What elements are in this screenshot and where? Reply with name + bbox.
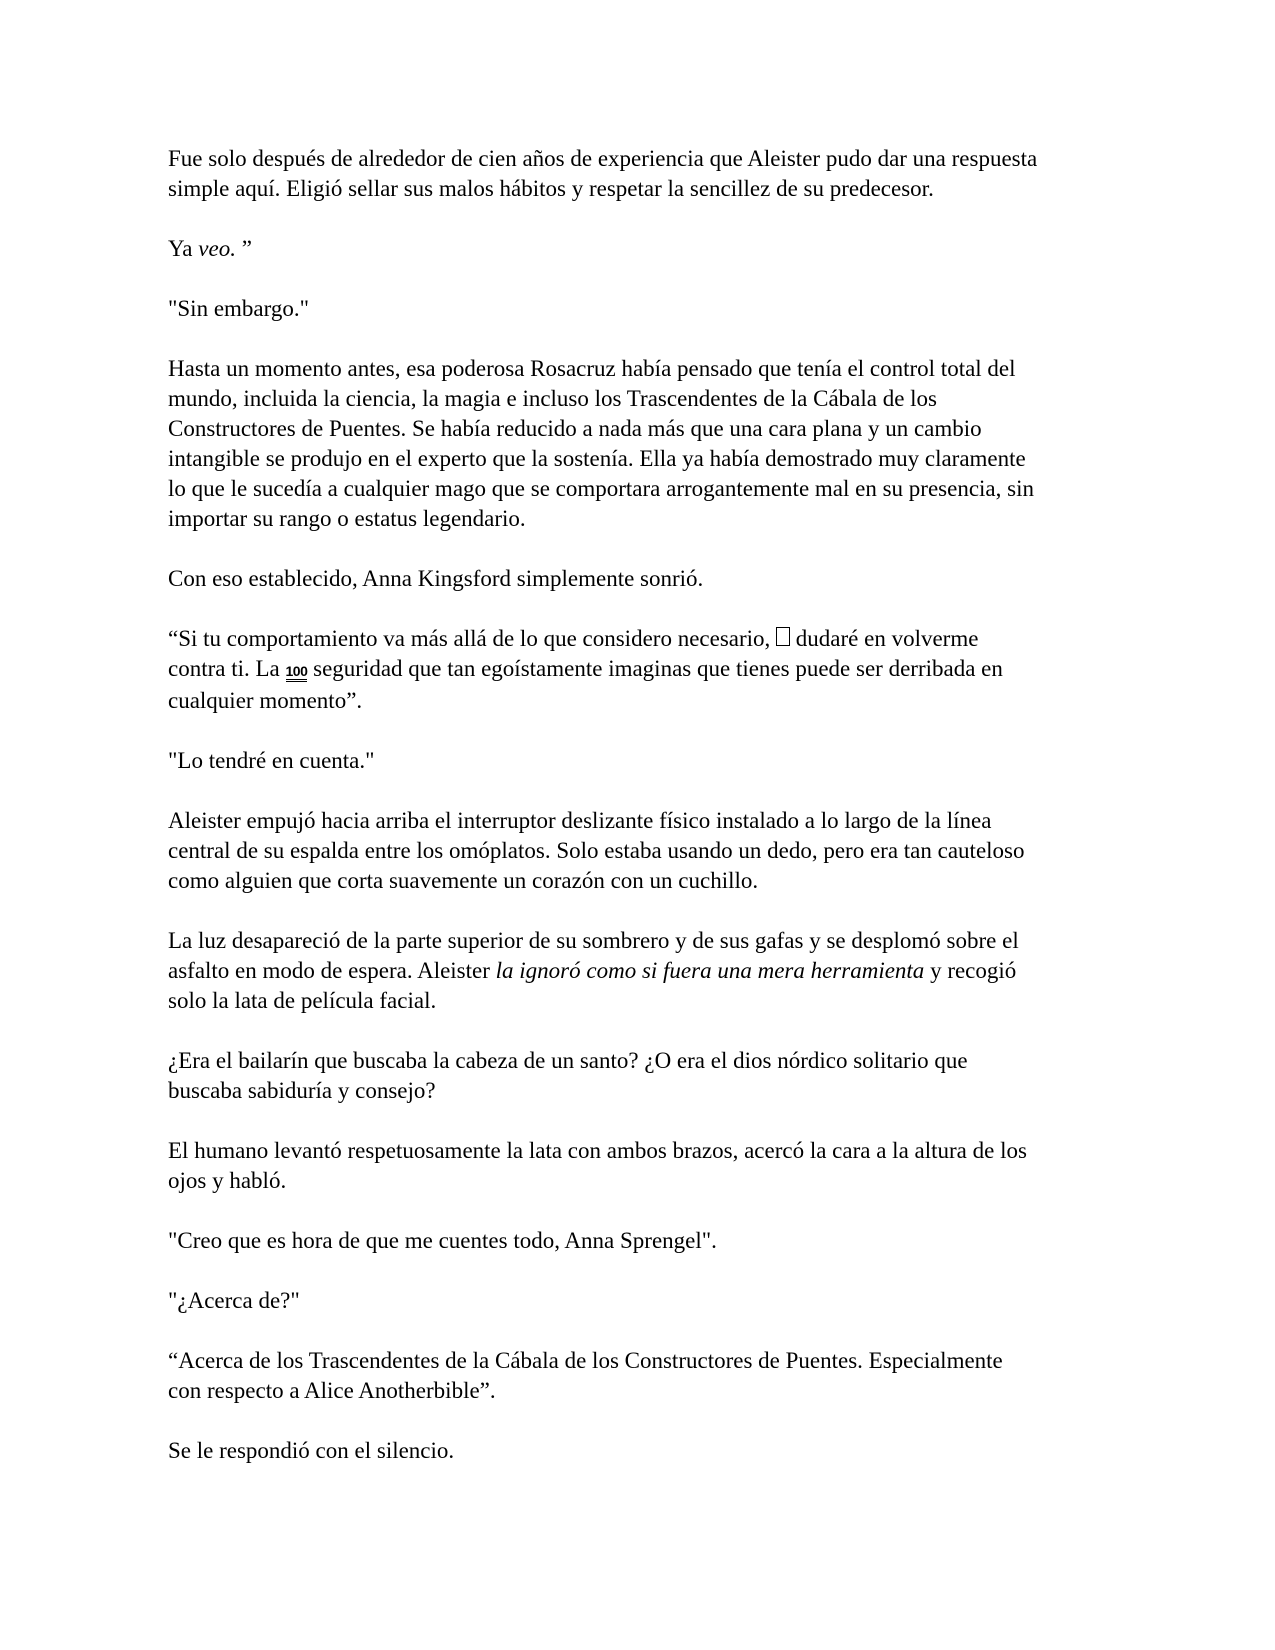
footnote-ref-link[interactable]: 100 — [286, 663, 308, 682]
paragraph — [168, 926, 1040, 1016]
text-run: “Acerca de los Trascendentes de la Cábala de los Constructores de Puentes. Especialmente con respecto a Alice Anotherbible”. — [168, 1348, 1003, 1403]
text-run: "¿Acerca de?" — [168, 1288, 300, 1313]
text-run: ¿Era el bailarín que buscaba la cabeza de un santo? ¿O era el dios nórdico solitario que buscaba sabiduría y consejo? — [168, 1048, 968, 1103]
paragraph — [168, 564, 1040, 594]
paragraph — [168, 1046, 1040, 1106]
text-run: La luz desapareció de la parte superior de su sombrero y de sus gafas y se desplomó sobre el asfalto en modo de espera. Aleister — [168, 928, 1019, 983]
missing-glyph-box — [776, 627, 790, 646]
paragraph — [168, 354, 1040, 534]
text-run: "Sin embargo." — [168, 296, 310, 321]
text-run: El humano levantó respetuosamente la lata con ambos brazos, acercó la cara a la altura de los ojos y habló. — [168, 1138, 1027, 1193]
text-run: seguridad que tan egoístamente imaginas que tienes puede ser derribada en cualquier momento”. — [168, 656, 1003, 713]
text-block — [168, 144, 1040, 1496]
paragraph — [168, 1346, 1040, 1406]
paragraph — [168, 624, 1040, 716]
paragraph — [168, 1436, 1040, 1466]
italic-run: la ignoró como si fuera una mera herramienta — [495, 958, 925, 983]
paragraph — [168, 1226, 1040, 1256]
paragraph — [168, 144, 1040, 204]
italic-run: veo. — [198, 236, 236, 261]
text-run: Con eso establecido, Anna Kingsford simplemente sonrió. — [168, 566, 704, 591]
text-run: Hasta un momento antes, esa poderosa Rosacruz había pensado que tenía el control total del mundo, incluida la ciencia, la magia e incluso los Trascendentes de la Cábala de los Constructores de Puentes. Se había reducido a nada más que una cara plana y un cambio intangible se produjo en el experto que la sostenía. Ella ya había demostrado muy claramente lo que le sucedía a cualquier mago que se comportara arrogantemente mal en su presencia, sin importar su rango o estatus legendario. — [168, 356, 1034, 531]
paragraph — [168, 1136, 1040, 1196]
text-run: Ya — [168, 236, 199, 261]
paragraph — [168, 234, 1040, 264]
text-run: dudaré en volverme contra ti. La — [168, 626, 979, 681]
text-run: Se le respondió con el silencio. — [168, 1438, 455, 1463]
text-run: ” — [235, 236, 252, 261]
paragraph — [168, 806, 1040, 896]
text-run: “Si tu comportamiento va más allá de lo que considero necesario, — [168, 626, 777, 651]
text-run: Fue solo después de alrededor de cien años de experiencia que Aleister pudo dar una respuesta simple aquí. Eligió sellar sus malos hábitos y respetar la sencillez de su predecesor. — [168, 146, 1038, 201]
paragraph — [168, 746, 1040, 776]
text-run: Aleister empujó hacia arriba el interruptor deslizante físico instalado a lo largo de la línea central de su espalda entre los omóplatos. Solo estaba usando un dedo, pero era tan cauteloso como alguien que corta suavemente un corazón con un cuchillo. — [168, 808, 1025, 893]
paragraph — [168, 294, 1040, 324]
text-run: "Creo que es hora de que me cuentes todo, Anna Sprengel". — [168, 1228, 717, 1253]
text-run: y recogió solo la lata de película facial. — [168, 958, 1017, 1013]
paragraph — [168, 1286, 1040, 1316]
text-run: "Lo tendré en cuenta." — [168, 748, 375, 773]
